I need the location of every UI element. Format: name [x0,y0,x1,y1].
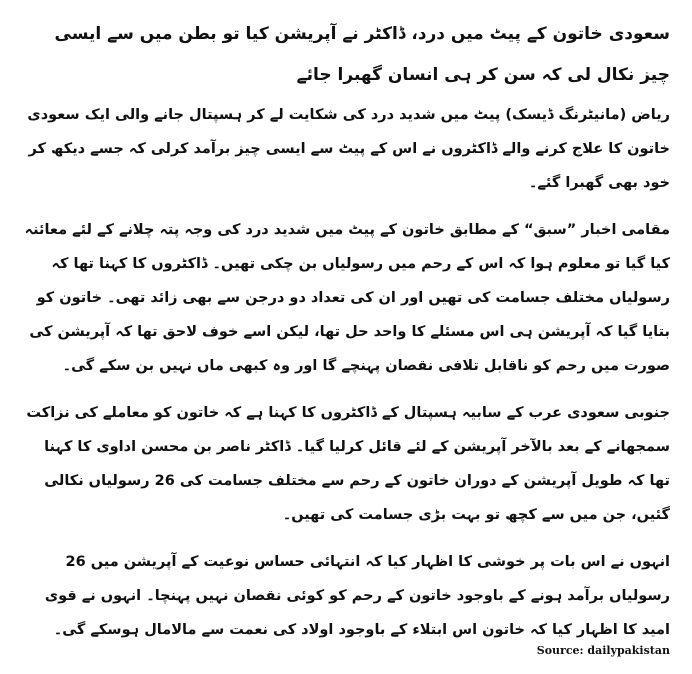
source-credit: Source: dailypakistan [536,644,670,657]
article-paragraph-4: انہوں نے اس بات پر خوشی کا اظہار کیا کہ انتہائی حساس نوعیت کے آپریشن میں 26 رسولیاں برآمد ہونے کے باوجود خاتون کے رحم کو کوئی نقصان نہیں پہنچا۔ انہوں نے قوی امید کا اظہار کیا کہ خاتون اس ابتلاء کے باوجود اولاد کی نعمت سے مالامال ہوسکے گی۔ [44,554,670,638]
article-paragraph-2: مقامی اخبار ”سبق“ کے مطابق خاتون کے پیٹ میں شدید درد کی وجہ پتہ چلانے کے لئے معائنہ کیا گیا تو معلوم ہوا کہ اس کے رحم میں رسولیاں بن چکی تھیں۔ ڈاکٹروں کا کہنا تھا کہ رسولیاں مختلف جسامت کی تھیں اور ان کی تعداد دو درجن سے بھی زائد تھی۔ خاتون کو بتایا گیا کہ آپریشن ہی اس مسئلے کا واحد حل تھا، لیکن اسے خوف لاحق تھا کہ آپریشن کی صورت میں رحم کو ناقابل تلافی نقصان پہنچے گا اور وہ کبھی ماں نہیں بن سکے گی۔ [24,222,670,374]
article-headline: سعودی خاتون کے پیٹ میں درد، ڈاکٹر نے آپریشن کیا تو بطن میں سے ایسی چیز نکال لی کہ سن کر ہی انسان گھبرا جائے [54,24,670,85]
article-paragraph-3: جنوبی سعودی عرب کے سابیہ ہسپتال کے ڈاکٹروں کا کہنا ہے کہ خاتون کو معاملے کی نزاکت سمجھانے کے بعد بالآخر آپریشن کے لئے قائل کرلیا گیا۔ ڈاکٹر ناصر بن محسن اداوی کا کہنا تھا کہ طویل آپریشن کے دوران خاتون کے رحم سے مختلف جسامت کی 26 رسولیاں نکالی گئیں، جن میں سے کچھ تو بہت بڑی جسامت کی تھیں۔ [26,405,670,523]
article-paragraph-1: ریاض (مانیٹرنگ ڈیسک) پیٹ میں شدید درد کی شکایت لے کر ہسپتال جانے والی ایک سعودی خاتون کا علاج کرنے والے ڈاکٹروں نے اس کے پیٹ سے ایسی چیز برآمد کرلی کہ جسے دیکھ کر خود بھی گھبرا گئے۔ [27,107,670,191]
